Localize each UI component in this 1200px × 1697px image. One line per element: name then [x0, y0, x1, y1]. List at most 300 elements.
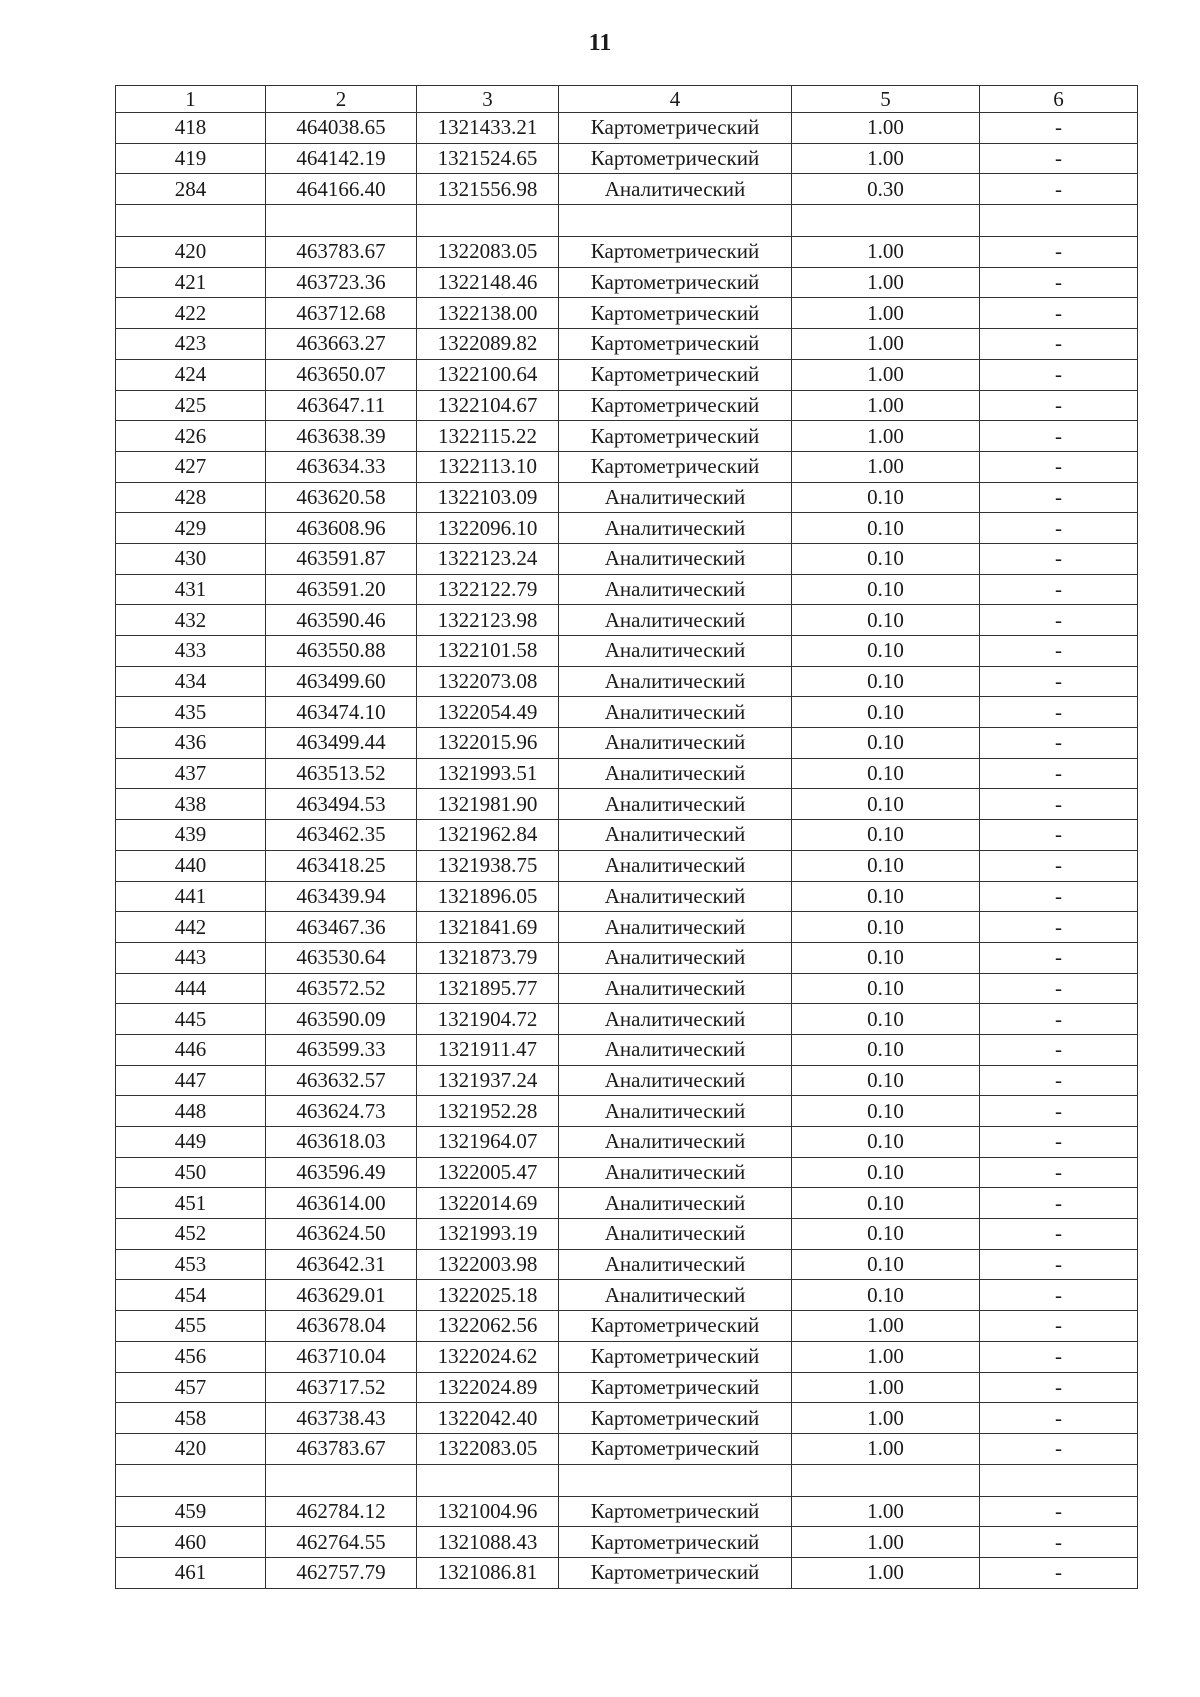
- y-coordinate-cell: 1322003.98: [417, 1249, 559, 1280]
- method-cell: Аналитический: [559, 636, 792, 667]
- note-cell: -: [980, 973, 1138, 1004]
- note-cell: -: [980, 636, 1138, 667]
- x-coordinate-cell: 463467.36: [266, 912, 417, 943]
- x-coordinate-cell: 463712.68: [266, 298, 417, 329]
- point-number-cell: 455: [116, 1311, 266, 1342]
- accuracy-cell: 0.10: [792, 543, 980, 574]
- accuracy-cell: 1.00: [792, 390, 980, 421]
- method-cell: Картометрический: [559, 329, 792, 360]
- method-cell: Аналитический: [559, 543, 792, 574]
- note-cell: -: [980, 329, 1138, 360]
- table-row: [116, 697, 1138, 728]
- y-coordinate-cell: 1321556.98: [417, 174, 559, 205]
- note-cell: -: [980, 1157, 1138, 1188]
- method-cell: Аналитический: [559, 666, 792, 697]
- point-number-cell: 433: [116, 636, 266, 667]
- table-row: [116, 942, 1138, 973]
- method-cell: Аналитический: [559, 1280, 792, 1311]
- method-cell: Аналитический: [559, 973, 792, 1004]
- method-cell: Аналитический: [559, 850, 792, 881]
- note-cell: -: [980, 143, 1138, 174]
- method-cell: Картометрический: [559, 113, 792, 144]
- table-row: [116, 1249, 1138, 1280]
- y-coordinate-cell: 1322096.10: [417, 513, 559, 544]
- x-coordinate-cell: 463591.87: [266, 543, 417, 574]
- y-coordinate-cell: 1322123.98: [417, 605, 559, 636]
- method-cell: Картометрический: [559, 1527, 792, 1558]
- point-number-cell: 425: [116, 390, 266, 421]
- y-coordinate-cell: 1322104.67: [417, 390, 559, 421]
- x-coordinate-cell: 463642.31: [266, 1249, 417, 1280]
- x-coordinate-cell: 462784.12: [266, 1496, 417, 1527]
- table-row: [116, 666, 1138, 697]
- method-cell: Картометрический: [559, 237, 792, 268]
- table-row: [116, 1311, 1138, 1342]
- accuracy-cell: 0.10: [792, 605, 980, 636]
- column-header: 2: [266, 86, 417, 113]
- x-coordinate-cell: 463608.96: [266, 513, 417, 544]
- x-coordinate-cell: 463590.46: [266, 605, 417, 636]
- point-number-cell: 426: [116, 421, 266, 452]
- x-coordinate-cell: 463738.43: [266, 1403, 417, 1434]
- x-coordinate-cell: 463783.67: [266, 1433, 417, 1464]
- point-number-cell: 461: [116, 1557, 266, 1588]
- note-cell: -: [980, 1496, 1138, 1527]
- accuracy-cell: 1.00: [792, 113, 980, 144]
- note-cell: [980, 205, 1138, 237]
- note-cell: -: [980, 850, 1138, 881]
- point-number-cell: 443: [116, 942, 266, 973]
- method-cell: Картометрический: [559, 1372, 792, 1403]
- method-cell: Картометрический: [559, 1496, 792, 1527]
- note-cell: -: [980, 1280, 1138, 1311]
- y-coordinate-cell: 1321993.51: [417, 758, 559, 789]
- y-coordinate-cell: 1322005.47: [417, 1157, 559, 1188]
- method-cell: Картометрический: [559, 451, 792, 482]
- accuracy-cell: 0.10: [792, 1034, 980, 1065]
- method-cell: Аналитический: [559, 513, 792, 544]
- method-cell: Картометрический: [559, 1311, 792, 1342]
- note-cell: -: [980, 1311, 1138, 1342]
- y-coordinate-cell: 1321896.05: [417, 881, 559, 912]
- note-cell: -: [980, 451, 1138, 482]
- table-body: [116, 86, 1138, 1589]
- method-cell: Аналитический: [559, 574, 792, 605]
- note-cell: -: [980, 912, 1138, 943]
- point-number-cell: 424: [116, 359, 266, 390]
- method-cell: Картометрический: [559, 1433, 792, 1464]
- method-cell: Аналитический: [559, 482, 792, 513]
- point-number-cell: 454: [116, 1280, 266, 1311]
- note-cell: -: [980, 789, 1138, 820]
- column-header: 4: [559, 86, 792, 113]
- accuracy-cell: 0.10: [792, 482, 980, 513]
- accuracy-cell: 1.00: [792, 359, 980, 390]
- accuracy-cell: 0.10: [792, 942, 980, 973]
- y-coordinate-cell: 1321004.96: [417, 1496, 559, 1527]
- x-coordinate-cell: 463474.10: [266, 697, 417, 728]
- column-header: 6: [980, 86, 1138, 113]
- method-cell: Аналитический: [559, 820, 792, 851]
- accuracy-cell: 0.10: [792, 1219, 980, 1250]
- x-coordinate-cell: 463550.88: [266, 636, 417, 667]
- note-cell: -: [980, 513, 1138, 544]
- y-coordinate-cell: 1321088.43: [417, 1527, 559, 1558]
- accuracy-cell: 1.00: [792, 1341, 980, 1372]
- note-cell: -: [980, 421, 1138, 452]
- note-cell: -: [980, 1219, 1138, 1250]
- table-row: [116, 1034, 1138, 1065]
- y-coordinate-cell: [417, 205, 559, 237]
- table-row: [116, 574, 1138, 605]
- accuracy-cell: 1.00: [792, 237, 980, 268]
- y-coordinate-cell: 1321895.77: [417, 973, 559, 1004]
- point-number-cell: 429: [116, 513, 266, 544]
- note-cell: -: [980, 1341, 1138, 1372]
- y-coordinate-cell: 1321904.72: [417, 1004, 559, 1035]
- y-coordinate-cell: 1322103.09: [417, 482, 559, 513]
- point-number-cell: 439: [116, 820, 266, 851]
- x-coordinate-cell: 463650.07: [266, 359, 417, 390]
- point-number-cell: 447: [116, 1065, 266, 1096]
- method-cell: Аналитический: [559, 881, 792, 912]
- method-cell: Картометрический: [559, 143, 792, 174]
- table-row: [116, 1096, 1138, 1127]
- point-number-cell: 441: [116, 881, 266, 912]
- y-coordinate-cell: 1322101.58: [417, 636, 559, 667]
- table-row: [116, 1065, 1138, 1096]
- accuracy-cell: 0.10: [792, 789, 980, 820]
- y-coordinate-cell: 1322073.08: [417, 666, 559, 697]
- accuracy-cell: 1.00: [792, 1372, 980, 1403]
- note-cell: -: [980, 758, 1138, 789]
- x-coordinate-cell: 463710.04: [266, 1341, 417, 1372]
- accuracy-cell: 0.10: [792, 1188, 980, 1219]
- point-number-cell: 430: [116, 543, 266, 574]
- table-row: [116, 143, 1138, 174]
- method-cell: Аналитический: [559, 1249, 792, 1280]
- table-row: [116, 758, 1138, 789]
- note-cell: -: [980, 1065, 1138, 1096]
- method-cell: Картометрический: [559, 421, 792, 452]
- y-coordinate-cell: 1321962.84: [417, 820, 559, 851]
- accuracy-cell: 0.10: [792, 1004, 980, 1035]
- point-number-cell: 460: [116, 1527, 266, 1558]
- x-coordinate-cell: 463663.27: [266, 329, 417, 360]
- method-cell: Аналитический: [559, 758, 792, 789]
- note-cell: -: [980, 942, 1138, 973]
- point-number-cell: 437: [116, 758, 266, 789]
- y-coordinate-cell: 1321938.75: [417, 850, 559, 881]
- method-cell: Картометрический: [559, 267, 792, 298]
- note-cell: -: [980, 881, 1138, 912]
- method-cell: [559, 205, 792, 237]
- y-coordinate-cell: 1322138.00: [417, 298, 559, 329]
- y-coordinate-cell: 1322083.05: [417, 1433, 559, 1464]
- point-number-cell: 434: [116, 666, 266, 697]
- column-header: 3: [417, 86, 559, 113]
- accuracy-cell: 0.10: [792, 973, 980, 1004]
- method-cell: Аналитический: [559, 605, 792, 636]
- accuracy-cell: 1.00: [792, 1433, 980, 1464]
- table-row: [116, 881, 1138, 912]
- point-number-cell: 420: [116, 237, 266, 268]
- point-number-cell: 442: [116, 912, 266, 943]
- y-coordinate-cell: 1321981.90: [417, 789, 559, 820]
- x-coordinate-cell: 464038.65: [266, 113, 417, 144]
- x-coordinate-cell: 464142.19: [266, 143, 417, 174]
- note-cell: -: [980, 728, 1138, 759]
- x-coordinate-cell: 464166.40: [266, 174, 417, 205]
- x-coordinate-cell: 463620.58: [266, 482, 417, 513]
- point-number-cell: 457: [116, 1372, 266, 1403]
- x-coordinate-cell: 463499.60: [266, 666, 417, 697]
- y-coordinate-cell: 1322015.96: [417, 728, 559, 759]
- y-coordinate-cell: 1322025.18: [417, 1280, 559, 1311]
- note-cell: -: [980, 1096, 1138, 1127]
- y-coordinate-cell: 1322123.24: [417, 543, 559, 574]
- note-cell: -: [980, 666, 1138, 697]
- x-coordinate-cell: 463678.04: [266, 1311, 417, 1342]
- page-number: 11: [588, 30, 612, 56]
- table-row: [116, 728, 1138, 759]
- accuracy-cell: 1.00: [792, 1557, 980, 1588]
- note-cell: -: [980, 543, 1138, 574]
- y-coordinate-cell: 1321873.79: [417, 942, 559, 973]
- accuracy-cell: 0.10: [792, 636, 980, 667]
- note-cell: -: [980, 1372, 1138, 1403]
- table-row: [116, 1341, 1138, 1372]
- accuracy-cell: [792, 1464, 980, 1496]
- point-number-cell: 444: [116, 973, 266, 1004]
- note-cell: -: [980, 1249, 1138, 1280]
- point-number-cell: 445: [116, 1004, 266, 1035]
- point-number-cell: 452: [116, 1219, 266, 1250]
- table-row: [116, 1188, 1138, 1219]
- y-coordinate-cell: 1322014.69: [417, 1188, 559, 1219]
- point-number-cell: 420: [116, 1433, 266, 1464]
- x-coordinate-cell: 463572.52: [266, 973, 417, 1004]
- x-coordinate-cell: 463590.09: [266, 1004, 417, 1035]
- accuracy-cell: 0.10: [792, 1249, 980, 1280]
- y-coordinate-cell: 1322100.64: [417, 359, 559, 390]
- method-cell: Аналитический: [559, 1034, 792, 1065]
- x-coordinate-cell: 463723.36: [266, 267, 417, 298]
- y-coordinate-cell: 1321841.69: [417, 912, 559, 943]
- method-cell: Аналитический: [559, 1004, 792, 1035]
- note-cell: -: [980, 820, 1138, 851]
- table-row: [116, 1557, 1138, 1588]
- point-number-cell: 459: [116, 1496, 266, 1527]
- note-cell: -: [980, 1403, 1138, 1434]
- x-coordinate-cell: 463647.11: [266, 390, 417, 421]
- table-row: [116, 482, 1138, 513]
- x-coordinate-cell: 463618.03: [266, 1127, 417, 1158]
- table-row: [116, 1127, 1138, 1158]
- note-cell: -: [980, 237, 1138, 268]
- x-coordinate-cell: 463462.35: [266, 820, 417, 851]
- x-coordinate-cell: 463624.73: [266, 1096, 417, 1127]
- point-number-cell: [116, 1464, 266, 1496]
- accuracy-cell: 1.00: [792, 1496, 980, 1527]
- point-number-cell: 449: [116, 1127, 266, 1158]
- point-number-cell: 421: [116, 267, 266, 298]
- table-row: [116, 850, 1138, 881]
- accuracy-cell: 0.10: [792, 574, 980, 605]
- point-number-cell: 436: [116, 728, 266, 759]
- x-coordinate-cell: 463494.53: [266, 789, 417, 820]
- accuracy-cell: 1.00: [792, 329, 980, 360]
- table-row: [116, 451, 1138, 482]
- x-coordinate-cell: 463530.64: [266, 942, 417, 973]
- method-cell: Аналитический: [559, 1096, 792, 1127]
- x-coordinate-cell: 463596.49: [266, 1157, 417, 1188]
- table-row: [116, 1004, 1138, 1035]
- method-cell: Картометрический: [559, 390, 792, 421]
- method-cell: Аналитический: [559, 1127, 792, 1158]
- table-row: [116, 267, 1138, 298]
- x-coordinate-cell: 463499.44: [266, 728, 417, 759]
- x-coordinate-cell: 463629.01: [266, 1280, 417, 1311]
- x-coordinate-cell: 463513.52: [266, 758, 417, 789]
- table-separator-row: [116, 1464, 1138, 1496]
- table-row: [116, 174, 1138, 205]
- point-number-cell: 432: [116, 605, 266, 636]
- accuracy-cell: 1.00: [792, 1527, 980, 1558]
- table-separator-row: [116, 205, 1138, 237]
- table-row: [116, 1219, 1138, 1250]
- method-cell: Аналитический: [559, 174, 792, 205]
- note-cell: -: [980, 390, 1138, 421]
- note-cell: [980, 1464, 1138, 1496]
- y-coordinate-cell: 1321937.24: [417, 1065, 559, 1096]
- y-coordinate-cell: 1321993.19: [417, 1219, 559, 1250]
- note-cell: -: [980, 1004, 1138, 1035]
- table-row: [116, 1157, 1138, 1188]
- point-number-cell: 448: [116, 1096, 266, 1127]
- note-cell: -: [980, 298, 1138, 329]
- point-number-cell: 419: [116, 143, 266, 174]
- point-number-cell: 435: [116, 697, 266, 728]
- note-cell: -: [980, 1527, 1138, 1558]
- x-coordinate-cell: [266, 205, 417, 237]
- accuracy-cell: 1.00: [792, 1311, 980, 1342]
- note-cell: -: [980, 697, 1138, 728]
- method-cell: Аналитический: [559, 789, 792, 820]
- y-coordinate-cell: 1321911.47: [417, 1034, 559, 1065]
- y-coordinate-cell: 1321086.81: [417, 1557, 559, 1588]
- accuracy-cell: 1.00: [792, 298, 980, 329]
- note-cell: -: [980, 1188, 1138, 1219]
- accuracy-cell: 0.10: [792, 697, 980, 728]
- y-coordinate-cell: 1321952.28: [417, 1096, 559, 1127]
- coordinates-table: [115, 85, 1138, 1589]
- table-row: [116, 820, 1138, 851]
- accuracy-cell: 1.00: [792, 451, 980, 482]
- table-row: [116, 636, 1138, 667]
- point-number-cell: 427: [116, 451, 266, 482]
- x-coordinate-cell: 463624.50: [266, 1219, 417, 1250]
- y-coordinate-cell: 1322148.46: [417, 267, 559, 298]
- y-coordinate-cell: 1322083.05: [417, 237, 559, 268]
- point-number-cell: 418: [116, 113, 266, 144]
- accuracy-cell: 0.10: [792, 1157, 980, 1188]
- x-coordinate-cell: 463599.33: [266, 1034, 417, 1065]
- y-coordinate-cell: [417, 1464, 559, 1496]
- method-cell: Аналитический: [559, 1219, 792, 1250]
- method-cell: Аналитический: [559, 728, 792, 759]
- column-header: 1: [116, 86, 266, 113]
- point-number-cell: 428: [116, 482, 266, 513]
- column-header: 5: [792, 86, 980, 113]
- x-coordinate-cell: 463638.39: [266, 421, 417, 452]
- accuracy-cell: 1.00: [792, 421, 980, 452]
- method-cell: Картометрический: [559, 298, 792, 329]
- y-coordinate-cell: 1322024.89: [417, 1372, 559, 1403]
- note-cell: -: [980, 267, 1138, 298]
- point-number-cell: 423: [116, 329, 266, 360]
- x-coordinate-cell: 463632.57: [266, 1065, 417, 1096]
- note-cell: -: [980, 605, 1138, 636]
- table-row: [116, 113, 1138, 144]
- accuracy-cell: 1.00: [792, 1403, 980, 1434]
- note-cell: -: [980, 1034, 1138, 1065]
- x-coordinate-cell: 462764.55: [266, 1527, 417, 1558]
- x-coordinate-cell: 463418.25: [266, 850, 417, 881]
- accuracy-cell: 0.10: [792, 513, 980, 544]
- table-row: [116, 973, 1138, 1004]
- x-coordinate-cell: 463634.33: [266, 451, 417, 482]
- point-number-cell: 451: [116, 1188, 266, 1219]
- table-row: [116, 237, 1138, 268]
- method-cell: Аналитический: [559, 1188, 792, 1219]
- table-header-row: [116, 86, 1138, 113]
- x-coordinate-cell: 463591.20: [266, 574, 417, 605]
- table-row: [116, 1280, 1138, 1311]
- table-row: [116, 605, 1138, 636]
- accuracy-cell: 1.00: [792, 267, 980, 298]
- x-coordinate-cell: [266, 1464, 417, 1496]
- y-coordinate-cell: 1321433.21: [417, 113, 559, 144]
- method-cell: [559, 1464, 792, 1496]
- y-coordinate-cell: 1321524.65: [417, 143, 559, 174]
- note-cell: -: [980, 1433, 1138, 1464]
- method-cell: Аналитический: [559, 942, 792, 973]
- accuracy-cell: 0.10: [792, 728, 980, 759]
- point-number-cell: 446: [116, 1034, 266, 1065]
- table-row: [116, 329, 1138, 360]
- x-coordinate-cell: 463717.52: [266, 1372, 417, 1403]
- table-row: [116, 543, 1138, 574]
- point-number-cell: 431: [116, 574, 266, 605]
- y-coordinate-cell: 1321964.07: [417, 1127, 559, 1158]
- table-row: [116, 912, 1138, 943]
- point-number-cell: 284: [116, 174, 266, 205]
- table-row: [116, 1496, 1138, 1527]
- point-number-cell: 458: [116, 1403, 266, 1434]
- point-number-cell: 422: [116, 298, 266, 329]
- y-coordinate-cell: 1322062.56: [417, 1311, 559, 1342]
- x-coordinate-cell: 463439.94: [266, 881, 417, 912]
- accuracy-cell: 0.10: [792, 912, 980, 943]
- table-row: [116, 298, 1138, 329]
- table-row: [116, 513, 1138, 544]
- accuracy-cell: 0.10: [792, 1096, 980, 1127]
- point-number-cell: [116, 205, 266, 237]
- method-cell: Картометрический: [559, 1403, 792, 1434]
- accuracy-cell: 1.00: [792, 143, 980, 174]
- y-coordinate-cell: 1322113.10: [417, 451, 559, 482]
